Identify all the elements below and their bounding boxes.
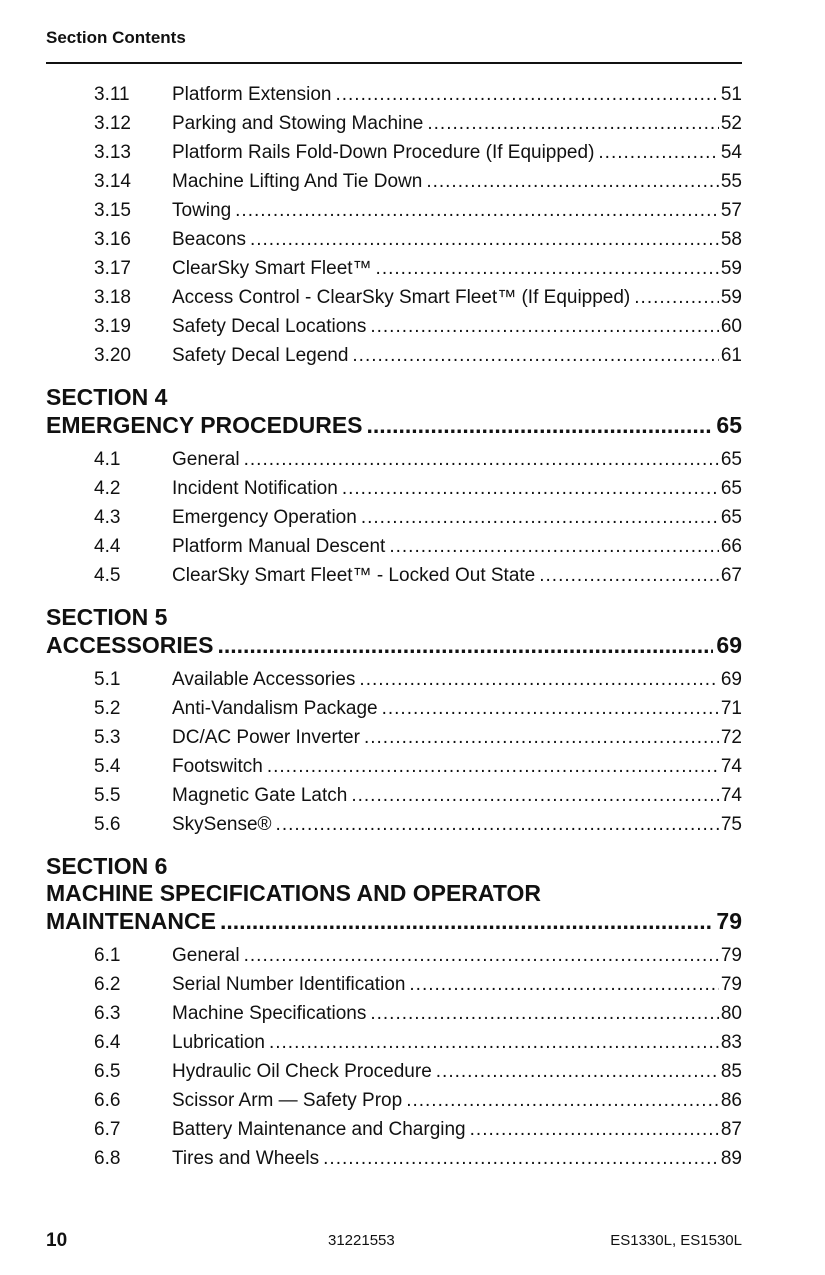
toc-entry[interactable] bbox=[46, 665, 742, 694]
toc-entry-page: 66 bbox=[720, 536, 742, 557]
dot-leader bbox=[389, 532, 719, 561]
dot-leader bbox=[323, 1144, 719, 1173]
toc-entry-page: 59 bbox=[720, 258, 742, 279]
toc-entry-number: 6.4 bbox=[94, 1032, 121, 1053]
dot-leader bbox=[335, 80, 718, 109]
toc-entry[interactable] bbox=[46, 1144, 742, 1173]
toc-entry-title: Machine Lifting And Tie Down bbox=[172, 171, 423, 192]
toc-entry-number: 3.11 bbox=[94, 84, 130, 105]
toc-entry-number: 3.19 bbox=[94, 316, 131, 337]
dot-leader bbox=[370, 312, 719, 341]
toc-entry-number: 3.17 bbox=[94, 258, 131, 279]
toc-entry[interactable] bbox=[46, 999, 742, 1028]
toc-entry-page: 65 bbox=[720, 507, 742, 528]
toc-entry-page: 58 bbox=[720, 229, 742, 250]
toc-entry-title: Lubrication bbox=[172, 1032, 265, 1053]
toc-entry-page: 69 bbox=[720, 669, 742, 690]
toc-entry-page: 54 bbox=[720, 142, 742, 163]
toc-entry-number: 5.2 bbox=[94, 698, 121, 719]
toc-entry[interactable] bbox=[46, 1086, 742, 1115]
footer-model-names: ES1330L, ES1530L bbox=[610, 1232, 742, 1249]
toc-entry-page: 65 bbox=[720, 478, 742, 499]
section-label: SECTION 4 bbox=[46, 384, 168, 410]
toc-entry-page: 87 bbox=[720, 1119, 742, 1140]
toc-entry[interactable] bbox=[46, 167, 742, 196]
section-title: EMERGENCY PROCEDURES bbox=[46, 412, 363, 438]
toc-entry-title: Safety Decal Legend bbox=[172, 345, 349, 366]
toc-entry-title: Emergency Operation bbox=[172, 507, 357, 528]
toc-entry-title: Tires and Wheels bbox=[172, 1148, 320, 1169]
dot-leader bbox=[244, 941, 719, 970]
toc-entry[interactable] bbox=[46, 312, 742, 341]
toc-entry[interactable] bbox=[46, 941, 742, 970]
toc-entry[interactable] bbox=[46, 810, 742, 839]
toc-entry-page: 83 bbox=[720, 1032, 742, 1053]
toc-entry[interactable] bbox=[46, 561, 742, 590]
toc-entry-title: Available Accessories bbox=[172, 669, 356, 690]
toc-entry-page: 80 bbox=[720, 1003, 742, 1024]
toc-entry-title: ClearSky Smart Fleet™ - Locked Out State bbox=[172, 565, 536, 586]
footer-document-number: 31221553 bbox=[328, 1232, 395, 1249]
section-title: MAINTENANCE bbox=[46, 908, 216, 934]
toc-entry-number: 4.4 bbox=[94, 536, 121, 557]
dot-leader bbox=[376, 254, 719, 283]
toc-entry-title: DC/AC Power Inverter bbox=[172, 727, 360, 748]
footer-page-number: 10 bbox=[46, 1230, 68, 1251]
toc-entry-title: Serial Number Identification bbox=[172, 974, 406, 995]
page-header-title: Section Contents bbox=[46, 28, 186, 47]
toc-entry-title: Scissor Arm — Safety Prop bbox=[172, 1090, 403, 1111]
dot-leader bbox=[427, 109, 718, 138]
toc-entry-number: 6.1 bbox=[94, 945, 121, 966]
toc-entry-number: 3.20 bbox=[94, 345, 131, 366]
section-page: 69 bbox=[716, 632, 742, 658]
toc-section bbox=[46, 853, 742, 1173]
toc-entry[interactable] bbox=[46, 752, 742, 781]
toc-entry-title: Battery Maintenance and Charging bbox=[172, 1119, 466, 1140]
header-divider bbox=[46, 62, 742, 64]
toc-entry-number: 3.14 bbox=[94, 171, 131, 192]
toc-entry-page: 75 bbox=[720, 814, 742, 835]
toc-entry-page: 60 bbox=[720, 316, 742, 337]
toc-entry-page: 51 bbox=[720, 84, 742, 105]
section-label: SECTION 5 bbox=[46, 604, 168, 630]
toc-entry-title: Safety Decal Locations bbox=[172, 316, 367, 337]
toc-entry[interactable] bbox=[46, 80, 742, 109]
toc-entry[interactable] bbox=[46, 225, 742, 254]
toc-entry-page: 72 bbox=[720, 727, 742, 748]
dot-leader bbox=[276, 810, 719, 839]
dot-leader bbox=[382, 694, 719, 723]
toc-entry-number: 5.5 bbox=[94, 785, 121, 806]
toc-entry-title: Parking and Stowing Machine bbox=[172, 113, 424, 134]
section-heading[interactable] bbox=[46, 631, 742, 659]
toc-entry[interactable] bbox=[46, 694, 742, 723]
toc-entry-page: 65 bbox=[720, 449, 742, 470]
dot-leader bbox=[598, 138, 718, 167]
toc-entry-number: 4.3 bbox=[94, 507, 121, 528]
toc-entry[interactable] bbox=[46, 109, 742, 138]
toc-entry-title: Machine Specifications bbox=[172, 1003, 367, 1024]
dot-leader bbox=[351, 781, 719, 810]
toc-entry-title: Magnetic Gate Latch bbox=[172, 785, 348, 806]
toc-entry-number: 5.1 bbox=[94, 669, 121, 690]
toc-entry-title: Beacons bbox=[172, 229, 246, 250]
dot-leader bbox=[409, 970, 718, 999]
toc-entry-title: Platform Extension bbox=[172, 84, 332, 105]
dot-leader bbox=[367, 411, 714, 439]
toc-entry-title: General bbox=[172, 945, 240, 966]
dot-leader bbox=[406, 1086, 719, 1115]
toc-entry-title: Hydraulic Oil Check Procedure bbox=[172, 1061, 432, 1082]
dot-leader bbox=[634, 283, 719, 312]
toc-entry-number: 3.15 bbox=[94, 200, 131, 221]
toc-entry-number: 6.3 bbox=[94, 1003, 121, 1024]
dot-leader bbox=[370, 999, 719, 1028]
toc-entry-title: Incident Notification bbox=[172, 478, 338, 499]
toc-entry-page: 61 bbox=[720, 345, 742, 366]
toc-section bbox=[46, 604, 742, 839]
toc-entry-page: 57 bbox=[720, 200, 742, 221]
toc-entry-number: 3.13 bbox=[94, 142, 131, 163]
toc-entry-title: Platform Rails Fold-Down Procedure (If Equipped) bbox=[172, 142, 595, 163]
toc-entry-number: 6.8 bbox=[94, 1148, 121, 1169]
toc-entry-number: 3.18 bbox=[94, 287, 131, 308]
section-heading[interactable] bbox=[46, 907, 742, 935]
dot-leader bbox=[267, 752, 719, 781]
toc-entry-title: Access Control - ClearSky Smart Fleet™ (If Equipped) bbox=[172, 287, 631, 308]
toc-entry-page: 89 bbox=[720, 1148, 742, 1169]
dot-leader bbox=[359, 665, 718, 694]
toc-entry-page: 85 bbox=[720, 1061, 742, 1082]
toc-entry-number: 6.5 bbox=[94, 1061, 121, 1082]
dot-leader bbox=[269, 1028, 719, 1057]
toc-entry-page: 67 bbox=[720, 565, 742, 586]
toc-entry-page: 74 bbox=[720, 785, 742, 806]
section-page: 65 bbox=[716, 412, 742, 438]
page-footer bbox=[46, 1230, 742, 1254]
dot-leader bbox=[352, 341, 718, 370]
toc-entry-title: Platform Manual Descent bbox=[172, 536, 386, 557]
dot-leader bbox=[361, 503, 719, 532]
toc-entry-number: 6.2 bbox=[94, 974, 121, 995]
section-title: ACCESSORIES bbox=[46, 632, 214, 658]
toc-entry-page: 74 bbox=[720, 756, 742, 777]
toc-entry[interactable] bbox=[46, 254, 742, 283]
dot-leader bbox=[235, 196, 719, 225]
dot-leader bbox=[342, 474, 719, 503]
toc-entry[interactable] bbox=[46, 723, 742, 752]
toc-entry[interactable] bbox=[46, 970, 742, 999]
dot-leader bbox=[220, 907, 713, 935]
dot-leader bbox=[539, 561, 719, 590]
toc-entry[interactable] bbox=[46, 283, 742, 312]
toc-entry[interactable] bbox=[46, 781, 742, 810]
table-of-contents bbox=[46, 80, 742, 1173]
toc-entry[interactable] bbox=[46, 474, 742, 503]
toc-entry-number: 6.7 bbox=[94, 1119, 121, 1140]
toc-entry-title: General bbox=[172, 449, 240, 470]
dot-leader bbox=[470, 1115, 719, 1144]
toc-entry-page: 79 bbox=[720, 974, 742, 995]
toc-entry[interactable] bbox=[46, 341, 742, 370]
toc-entry[interactable] bbox=[46, 532, 742, 561]
toc-entry-number: 5.4 bbox=[94, 756, 121, 777]
toc-entry-title: Towing bbox=[172, 200, 232, 221]
toc-entry[interactable] bbox=[46, 503, 742, 532]
dot-leader bbox=[426, 167, 719, 196]
toc-entry-number: 5.6 bbox=[94, 814, 121, 835]
toc-entry-title: Anti-Vandalism Package bbox=[172, 698, 378, 719]
toc-entry-number: 4.1 bbox=[94, 449, 121, 470]
toc-entry-title: SkySense® bbox=[172, 814, 272, 835]
toc-entry-page: 79 bbox=[720, 945, 742, 966]
toc-entry[interactable] bbox=[46, 1057, 742, 1086]
toc-entry-number: 3.12 bbox=[94, 113, 131, 134]
toc-entry-number: 5.3 bbox=[94, 727, 121, 748]
toc-entry-number: 6.6 bbox=[94, 1090, 121, 1111]
toc-entry-page: 86 bbox=[720, 1090, 742, 1111]
toc-entry[interactable] bbox=[46, 445, 742, 474]
toc-entry[interactable] bbox=[46, 1028, 742, 1057]
toc-section bbox=[46, 384, 742, 590]
section-title-line: MACHINE SPECIFICATIONS AND OPERATOR bbox=[46, 880, 541, 906]
toc-entry[interactable] bbox=[46, 196, 742, 225]
dot-leader bbox=[364, 723, 719, 752]
toc-entry-title: ClearSky Smart Fleet™ bbox=[172, 258, 372, 279]
dot-leader bbox=[250, 225, 719, 254]
toc-entry[interactable] bbox=[46, 138, 742, 167]
dot-leader bbox=[436, 1057, 719, 1086]
toc-entry-title: Footswitch bbox=[172, 756, 263, 777]
dot-leader bbox=[244, 445, 719, 474]
toc-entry-number: 4.5 bbox=[94, 565, 121, 586]
dot-leader bbox=[217, 631, 713, 659]
toc-entry-number: 3.16 bbox=[94, 229, 131, 250]
section-label: SECTION 6 bbox=[46, 853, 168, 879]
toc-entry[interactable] bbox=[46, 1115, 742, 1144]
toc-entry-page: 55 bbox=[720, 171, 742, 192]
toc-entry-page: 59 bbox=[720, 287, 742, 308]
section-page: 79 bbox=[716, 908, 742, 934]
toc-entry-number: 4.2 bbox=[94, 478, 121, 499]
section-heading[interactable] bbox=[46, 411, 742, 439]
toc-entry-page: 71 bbox=[720, 698, 742, 719]
toc-entry-page: 52 bbox=[720, 113, 742, 134]
